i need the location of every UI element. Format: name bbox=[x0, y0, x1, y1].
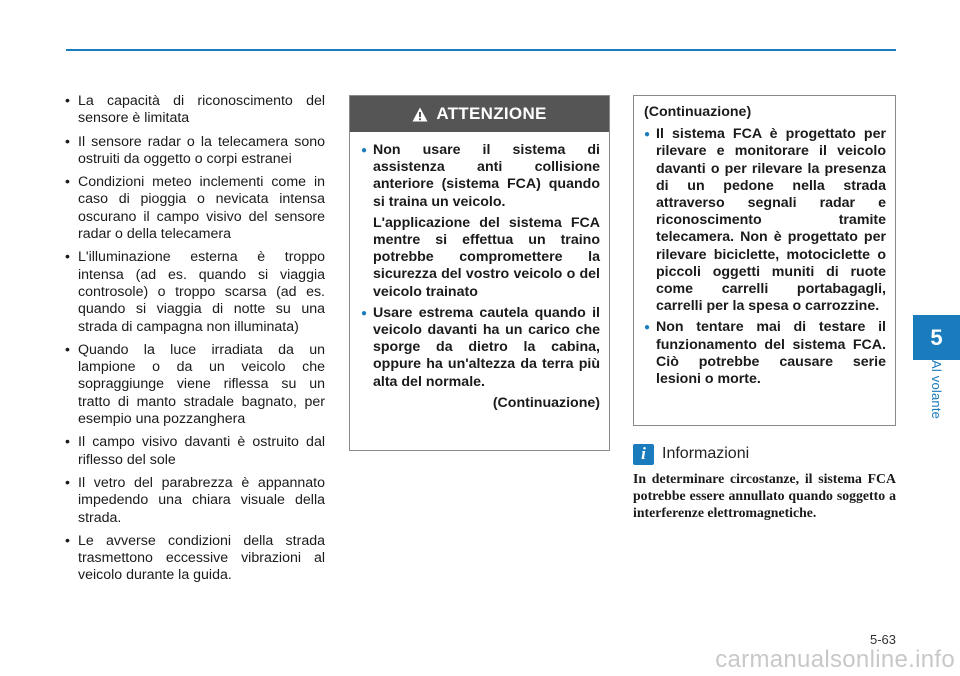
list-item: • Quando la luce irradiata da un lampione o da un veicolo che sopraggiunge viene riflessa su un tratto di manto stradale bagnato, per esempio una pozzanghera bbox=[63, 342, 325, 428]
page-number: 5-63 bbox=[869, 632, 896, 647]
list-item: • Il vetro del parabrezza è appannato impedendo una chiara visuale della strada. bbox=[63, 475, 325, 527]
warning-body bbox=[350, 132, 609, 412]
warning-bullet: ● Il sistema FCA è progettato per rilevare e monitorare il veicolo davanti o per rilevare la presenza di un pedone nella strada attraverso segnali radar e riconoscimento tramite telecamera. Non è progettato per rilevare biciclette, motociclette o piccoli oggetti muniti di ruote come carrelli portabagagli, carrelli per la spesa o carrozzine. bbox=[644, 126, 886, 315]
info-icon: i bbox=[633, 444, 654, 465]
chapter-side-label: Al volante bbox=[929, 360, 944, 420]
warning-triangle-icon bbox=[412, 107, 428, 122]
top-rule bbox=[66, 49, 896, 51]
chapter-tab[interactable]: 5 bbox=[913, 315, 960, 360]
list-item: • Condizioni meteo inclementi come in caso di pioggia o nevicata intensa oscurano il campo visivo del sensore radar o della telecamera bbox=[63, 174, 325, 243]
warning-title: ATTENZIONE bbox=[436, 104, 547, 123]
continued-label: (Continuazione) bbox=[492, 394, 600, 411]
warning-box bbox=[349, 95, 610, 451]
continued-title: (Continuazione) bbox=[644, 104, 752, 120]
warning-bullet: ● Usare estrema cautela quando il veicolo davanti ha un carico che sporge da dietro la cabina, oppure ha un'altezza da terra più alta del normale. bbox=[361, 305, 600, 391]
conditions-list bbox=[63, 93, 325, 585]
conditions-column bbox=[63, 93, 325, 591]
list-item: • Il sensore radar o la telecamera sono ostruiti da oggetto o corpi estranei bbox=[63, 134, 325, 169]
info-header bbox=[633, 443, 896, 465]
warning-continued-box bbox=[633, 95, 896, 426]
info-title: Informazioni bbox=[662, 445, 750, 462]
list-item: • Il campo visivo davanti è ostruito dal riflesso del sole bbox=[63, 434, 325, 469]
warning-bullet: ● Non usare il sistema di assistenza anti collisione anteriore (sistema FCA) quando si traina un veicolo. bbox=[361, 142, 600, 211]
list-item: • L'illuminazione esterna è troppo intensa (ad es. quando si viaggia controsole) o troppo scarsa (ad es. quando si viaggia di notte su una strada di campagna non illuminata) bbox=[63, 249, 325, 335]
warning-header bbox=[350, 96, 609, 132]
list-item: • La capacità di riconoscimento del sensore è limitata bbox=[63, 93, 325, 128]
warning-paragraph: L'applicazione del sistema FCA mentre si effettua un traino potrebbe compromettere la sicurezza del vostro veicolo o del veicolo trainato bbox=[373, 214, 600, 300]
info-section bbox=[633, 443, 896, 521]
info-text: In determinare circostanze, il sistema FCA potrebbe essere annullato quando soggetto a interferenze elettromagnetiche. bbox=[633, 471, 896, 520]
watermark: carmanualsonline.info bbox=[715, 646, 955, 673]
list-item: • Le avverse condizioni della strada trasmettono eccessive vibrazioni al veicolo durante la guida. bbox=[63, 533, 325, 585]
warning-bullet: ● Non tentare mai di testare il funzionamento del sistema FCA. Ciò potrebbe causare serie lesioni o morte. bbox=[644, 319, 886, 388]
